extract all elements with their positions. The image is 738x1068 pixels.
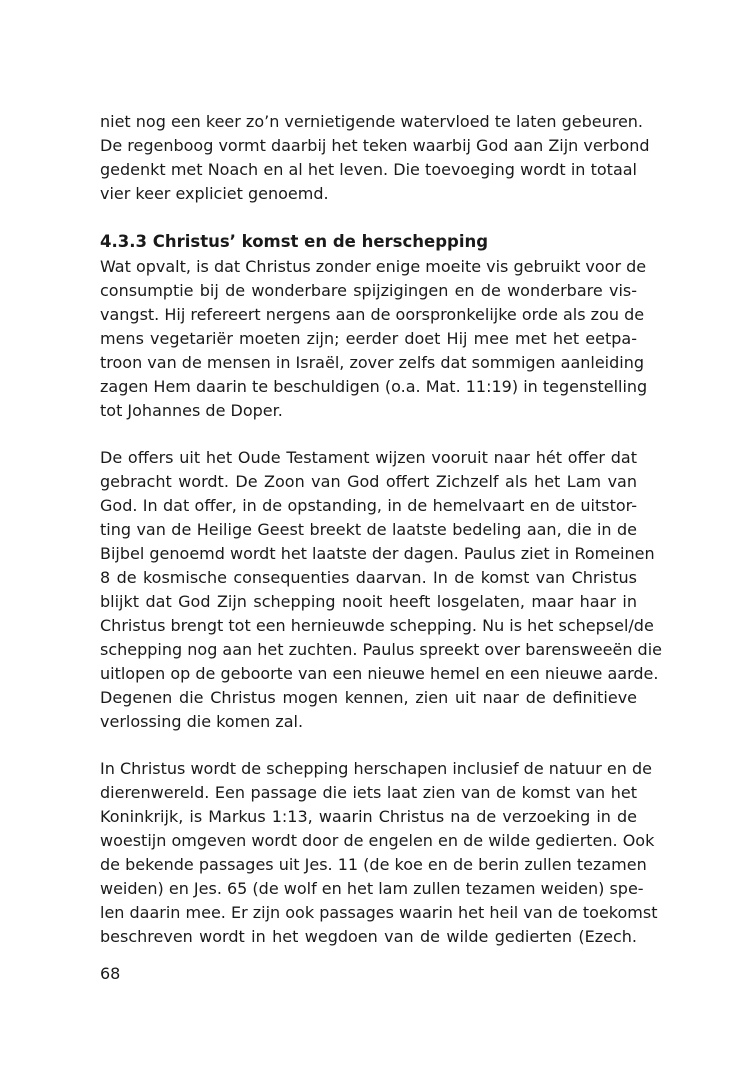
section-heading: 4.3.3 Christus’ komst en de herschepping	[100, 232, 489, 251]
text-line: vier keer expliciet genoemd.	[100, 184, 329, 203]
text-line: 8 de kosmische consequenties daarvan. In de komst van Christus	[100, 568, 637, 587]
text-line: mens vegetariër moeten zijn; eerder doet Hij mee met het eetpa-	[100, 329, 637, 348]
text-line: troon van de mensen in Israël, zover zelfs dat sommigen aanleiding	[100, 353, 645, 372]
text-line: uitlopen op de geboorte van een nieuwe hemel en een nieuwe aarde.	[100, 664, 659, 683]
page-number: 68	[100, 964, 121, 983]
text-line: Degenen die Christus mogen kennen, zien uit naar de definitieve	[100, 688, 637, 707]
text-line: gedenkt met Noach en al het leven. Die toevoeging wordt in totaal	[100, 160, 637, 179]
text-line: Bijbel genoemd wordt het laatste der dagen. Paulus ziet in Romeinen	[100, 544, 655, 563]
text-line: De offers uit het Oude Testament wijzen vooruit naar hét offer dat	[100, 448, 637, 467]
text-line: gebracht wordt. De Zoon van God offert Zichzelf als het Lam van	[100, 472, 637, 491]
text-line: weiden) en Jes. 65 (de wolf en het lam zullen tezamen weiden) spe-	[100, 879, 644, 898]
text-line: Wat opvalt, is dat Christus zonder enige moeite vis gebruikt voor de	[100, 257, 647, 276]
text-line: niet nog een keer zo’n vernietigende watervloed te laten gebeuren.	[100, 112, 644, 131]
text-line: de bekende passages uit Jes. 11 (de koe en de berin zullen tezamen	[100, 855, 647, 874]
text-line: Koninkrijk, is Markus 1:13, waarin Christus na de verzoeking in de	[100, 807, 637, 826]
text-line: tot Johannes de Doper.	[100, 401, 283, 420]
text-line: vangst. Hij refereert nergens aan de oorspronkelijke orde als zou de	[100, 305, 645, 324]
text-line: blijkt dat God Zijn schepping nooit heeft losgelaten, maar haar in	[100, 592, 637, 611]
text-line: zagen Hem daarin te beschuldigen (o.a. Mat. 11:19) in tegenstelling	[100, 377, 648, 396]
text-line: schepping nog aan het zuchten. Paulus spreekt over barensweeën die	[100, 640, 662, 659]
text-line: God. In dat offer, in de opstanding, in de hemelvaart en de uitstor-	[100, 496, 637, 515]
text-line: consumptie bij de wonderbare spijzigingen en de wonderbare vis-	[100, 281, 637, 300]
text-line: woestijn omgeven wordt door de engelen en de wilde gedierten. Ook	[100, 831, 655, 850]
text-line: len daarin mee. Er zijn ook passages waarin het heil van de toekomst	[100, 903, 658, 922]
text-line: De regenboog vormt daarbij het teken waarbij God aan Zijn verbond	[100, 136, 650, 155]
text-line: beschreven wordt in het wegdoen van de wilde gedierten (Ezech.	[100, 927, 637, 946]
text-line: Christus brengt tot een hernieuwde schepping. Nu is het schepsel/de	[100, 616, 654, 635]
text-line: dierenwereld. Een passage die iets laat zien van de komst van het	[100, 783, 637, 802]
text-line: In Christus wordt de schepping herschapen inclusief de natuur en de	[100, 759, 652, 778]
text-line: ting van de Heilige Geest breekt de laatste bedeling aan, die in de	[100, 520, 637, 539]
text-line: verlossing die komen zal.	[100, 712, 304, 731]
